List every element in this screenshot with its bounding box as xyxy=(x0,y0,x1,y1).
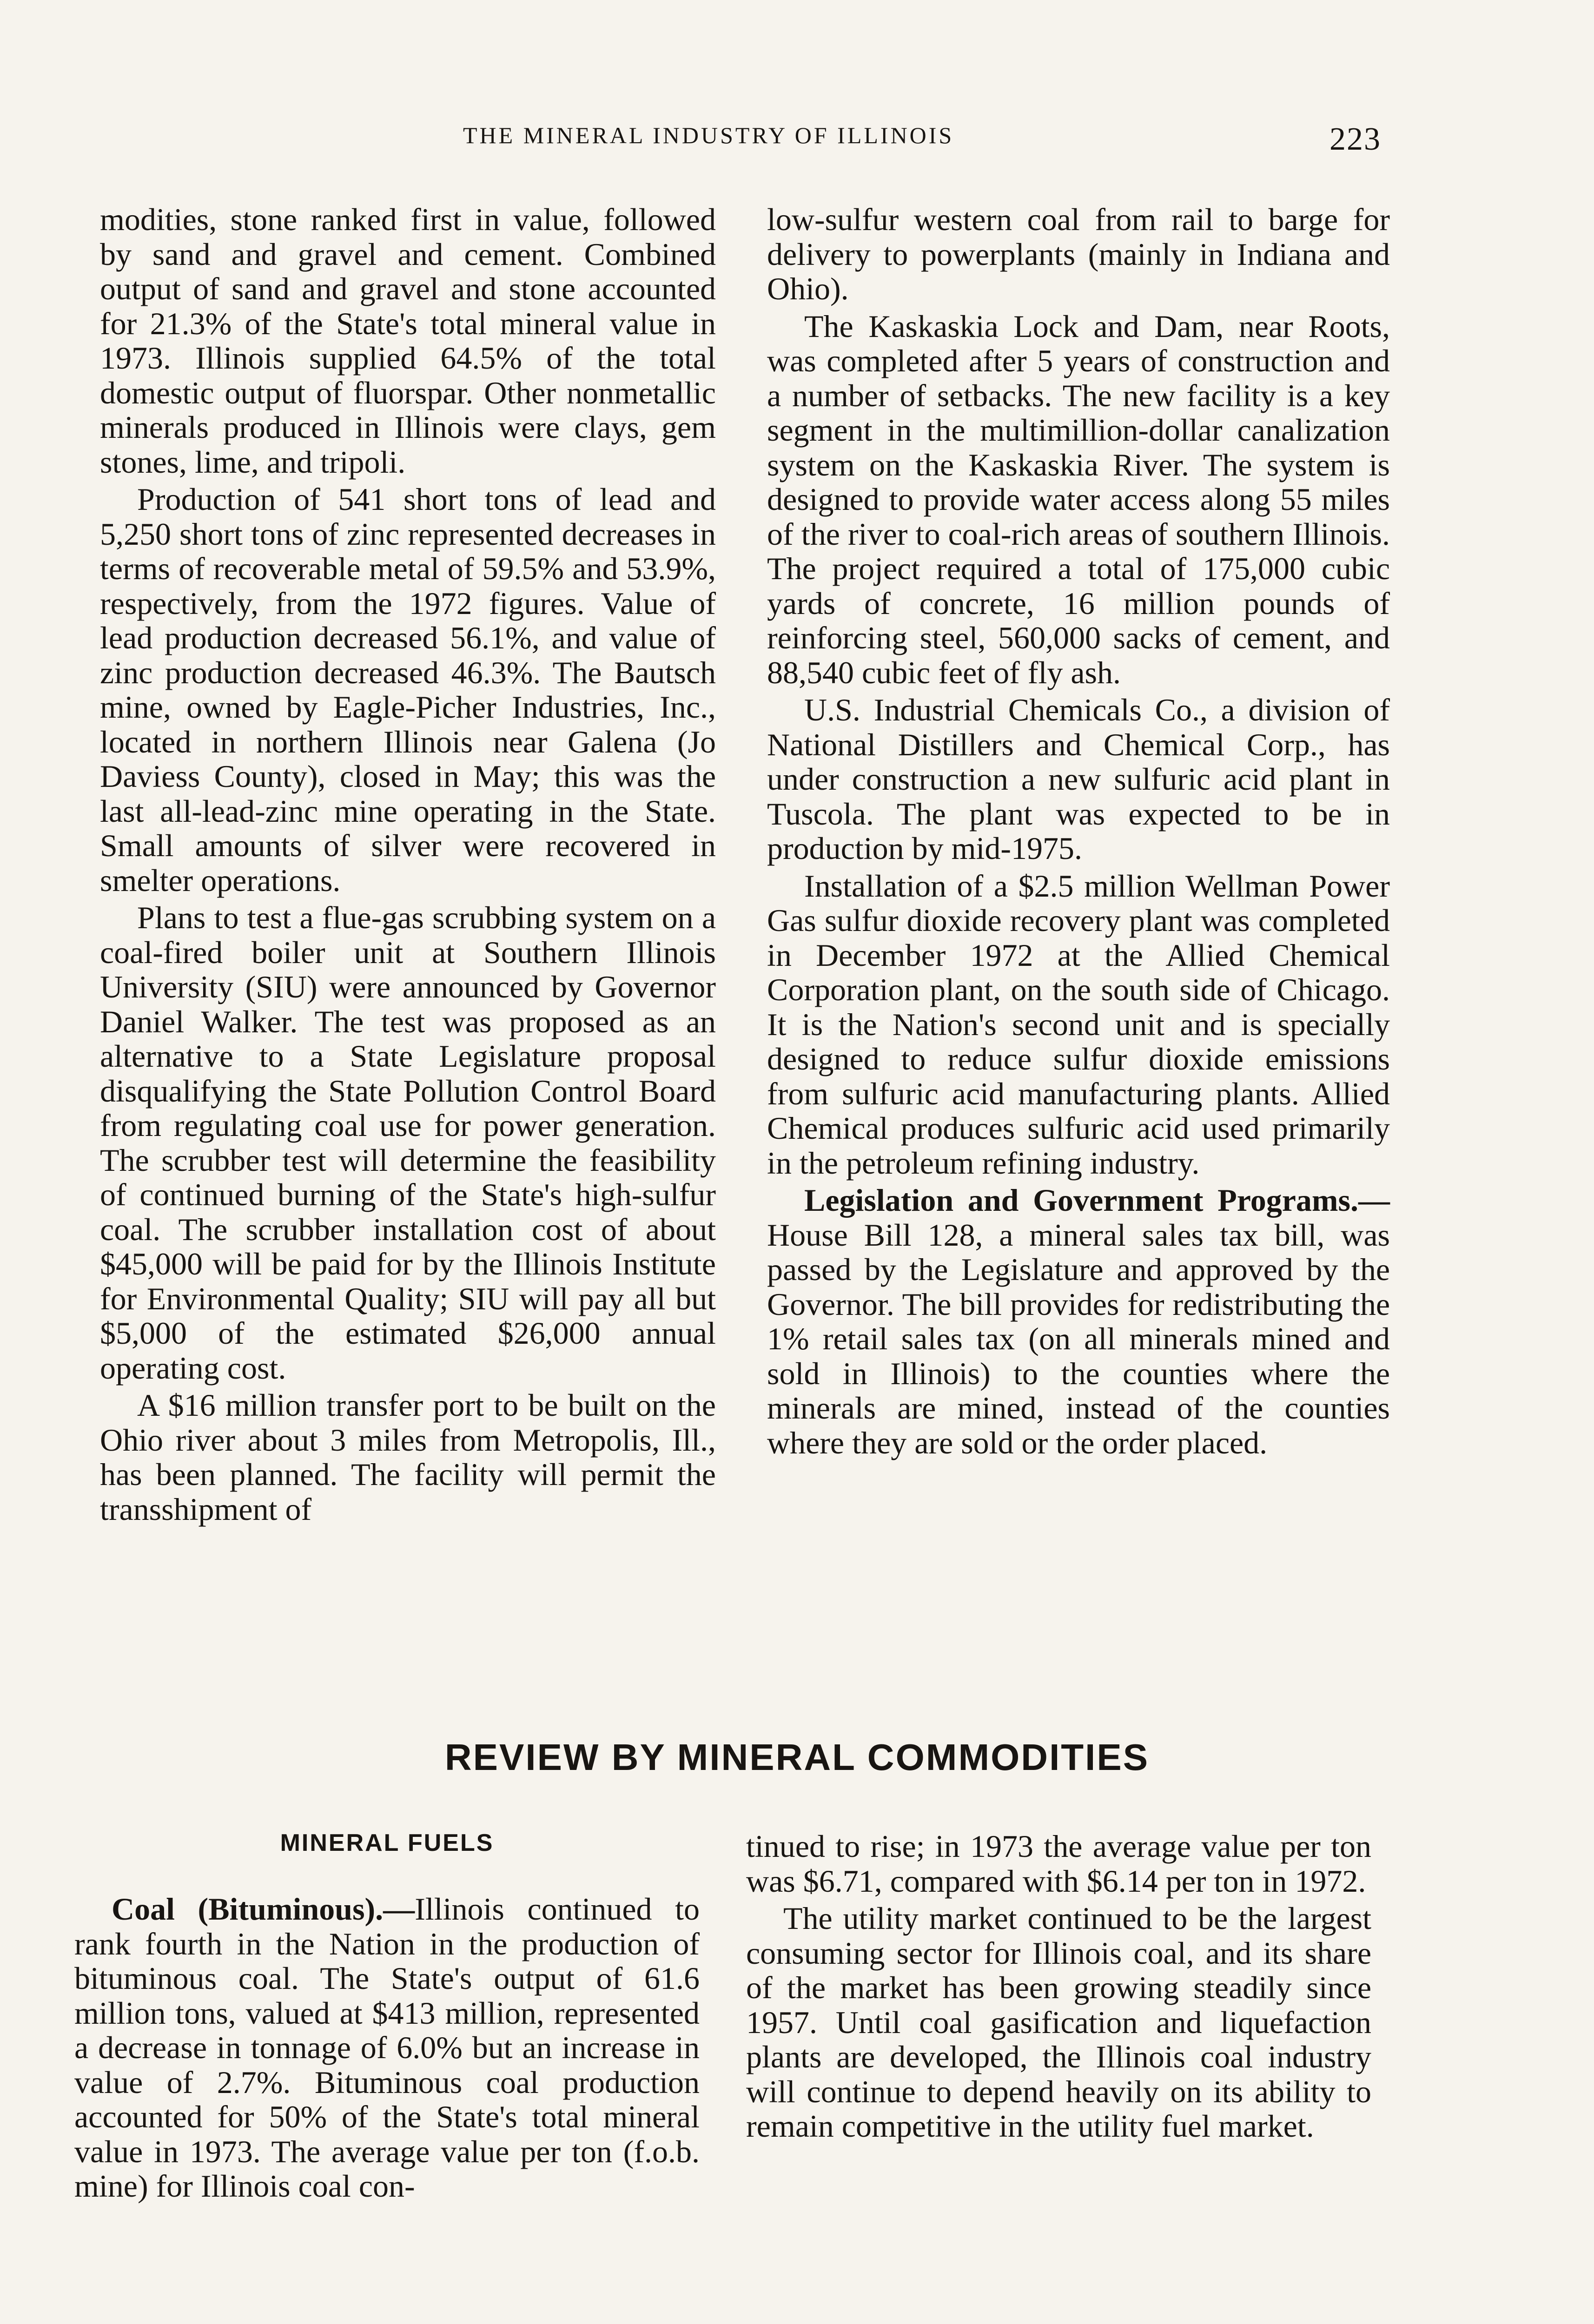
upper-right-column xyxy=(767,202,1390,1460)
paragraph: Plans to test a flue-gas scrubbing system on a coal-fired boiler unit at Southern Illinois University (SIU) were announced by Governor Daniel Walker. The test was proposed as an alternative to a State Legislature proposal disqualifying the State Pollution Control Board from regulating coal use for power generation. The scrubber test will determine the feasibility of continued burning of the State's high-sulfur coal. The scrubber installation cost of about $45,000 will be paid for by the Illinois Institute for Environmental Quality; SIU will pay all but $5,000 of the estimated $26,000 annual operating cost. xyxy=(100,900,716,1386)
paragraph: tinued to rise; in 1973 the average value per ton was $6.71, compared with $6.14 per ton in 1972. xyxy=(746,1829,1371,1899)
paragraph: modities, stone ranked first in value, followed by sand and gravel and cement. Combined output of sand and gravel and stone accounted for 21.3% of the State's total mineral value in 1973. Illinois supplied 64.5% of the total domestic output of fluorspar. Other nonmetallic minerals produced in Illinois were clays, gem stones, lime, and tripoli. xyxy=(100,202,716,480)
running-header-title: THE MINERAL INDUSTRY OF ILLINOIS xyxy=(463,122,954,148)
paragraph: Installation of a $2.5 million Wellman Power Gas sulfur dioxide recovery plant was completed in December 1972 at the Allied Chemical Corporation plant, on the south side of Chicago. It is the Nation's second unit and is specially designed to reduce sulfur dioxide emissions from sulfuric acid manufacturing plants. Allied Chemical produces sulfuric acid used primarily in the petroleum refining industry. xyxy=(767,868,1390,1181)
paragraph: low-sulfur western coal from rail to barge for delivery to powerplants (mainly in Indiana and Ohio). xyxy=(767,202,1390,306)
section-title: REVIEW BY MINERAL COMMODITIES xyxy=(444,1736,1150,1778)
legislation-text: House Bill 128, a mineral sales tax bill, was passed by the Legislature and approved by the Governor. The bill provides for redistributing the 1% retail sales tax (on all minerals mined and sold in Illinois) to the counties where the minerals are mined, instead of the counties where they are sold or the order placed. xyxy=(767,1217,1390,1460)
legislation-paragraph xyxy=(767,1183,1390,1460)
coal-text: Illinois continued to rank fourth in the Nation in the production of bituminous coal. The State's output of 61.6 million tons, valued at $413 million, represented a decrease in tonnage of 6.0% but an increase in value of 2.7%. Bituminous coal production accounted for 50% of the State's total mineral value in 1973. The average value per ton (f.o.b. mine) for Illinois coal con- xyxy=(74,1891,700,2204)
upper-left-column xyxy=(100,202,716,1526)
paragraph: The Kaskaskia Lock and Dam, near Roots, was completed after 5 years of construction and a number of setbacks. The new facility is a key segment in the multimillion-dollar canalization system on the Kaskaskia River. The system is designed to provide water access along 55 miles of the river to coal-rich areas of southern Illinois. The project required a total of 175,000 cubic yards of concrete, 16 million pounds of reinforcing steel, 560,000 sacks of cement, and 88,540 cubic feet of fly ash. xyxy=(767,308,1390,690)
lower-left-column xyxy=(74,1892,700,2204)
lower-right-column xyxy=(746,1829,1371,2144)
legislation-heading: Legislation and Government Programs.— xyxy=(804,1182,1390,1218)
coal-paragraph xyxy=(74,1892,700,2204)
paragraph: Production of 541 short tons of lead and 5,250 short tons of zinc represented decreases in terms of recoverable metal of 59.5% and 53.9%, respectively, from the 1972 figures. Value of lead production decreased 56.1%, and value of zinc production decreased 46.3%. The Bautsch mine, owned by Eagle-Picher Industries, Inc., located in northern Illinois near Galena (Jo Daviess County), closed in May; this was the last all-lead-zinc mine operating in the State. Small amounts of silver were recovered in smelter operations. xyxy=(100,482,716,898)
coal-heading: Coal (Bituminous).— xyxy=(112,1891,415,1927)
paragraph: A $16 million transfer port to be built on the Ohio river about 3 miles from Metropolis, Ill., has been planned. The facility will permit the transshipment of xyxy=(100,1387,716,1527)
subsection-title: MINERAL FUELS xyxy=(280,1829,494,1856)
paragraph: U.S. Industrial Chemicals Co., a division of National Distillers and Chemical Corp., has under construction a new sulfuric acid plant in Tuscola. The plant was expected to be in production by mid-1975. xyxy=(767,692,1390,866)
page-number: 223 xyxy=(1329,121,1381,157)
paragraph: The utility market continued to be the largest consuming sector for Illinois coal, and its share of the market has been growing steadily since 1957. Until coal gasification and liquefaction plants are developed, the Illinois coal industry will continue to depend heavily on its ability to remain competitive in the utility fuel market. xyxy=(746,1901,1371,2144)
